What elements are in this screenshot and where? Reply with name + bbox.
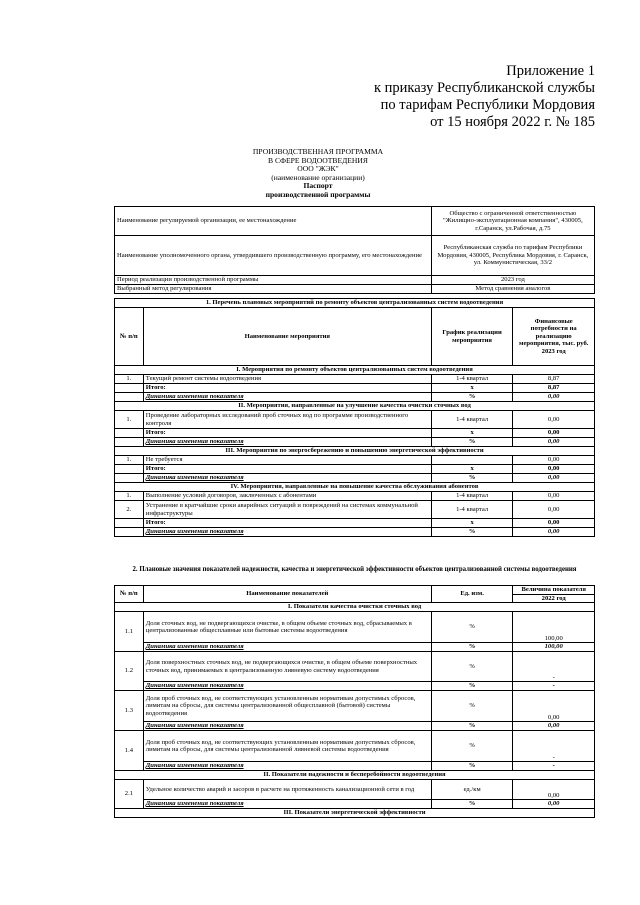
row-num: 2. — [115, 501, 144, 519]
row-num: 1.2 — [115, 652, 144, 691]
passport-row — [115, 207, 595, 236]
dynamics-value: 100,00 — [513, 643, 595, 652]
row-name: Устранение в кратчайшие сроки аварийных ситуаций и повреждений на системах коммунальной инфраструктуры — [143, 501, 431, 519]
dynamics-unit: % — [431, 393, 513, 402]
passport-label: Выбранный метод регулирования — [115, 285, 432, 294]
total-row — [115, 429, 595, 438]
appendix-line-4: от 15 ноября 2022 г. № 185 — [430, 114, 595, 130]
row-schedule: 1-4 квартал — [431, 375, 513, 384]
row-name: Не требуется — [143, 456, 431, 465]
dynamics-label: Динамика изменения показателя — [143, 643, 431, 652]
dynamics-row — [115, 722, 595, 731]
dynamics-unit: % — [431, 682, 513, 691]
row-num: 1.3 — [115, 691, 144, 731]
row-schedule: 1-4 квартал — [431, 411, 513, 429]
passport-table — [114, 206, 595, 294]
dynamics-label: Динамика изменения показателя — [143, 762, 431, 771]
appendix-block — [374, 63, 595, 131]
dynamics-unit: % — [431, 643, 513, 652]
row-unit: % — [431, 612, 513, 643]
dynamics-row — [115, 474, 595, 483]
row-num: 2.1 — [115, 780, 144, 809]
row-value: - — [513, 731, 595, 762]
group-title: I. Показатели качества очистки сточных вод — [115, 603, 595, 612]
row-schedule: 1-4 квартал — [431, 501, 513, 519]
col-finance-header: Финансовые потребности на реализацию мероприятия, тыс. руб. 2023 год — [513, 308, 595, 366]
dynamics-value: 0,00 — [513, 800, 595, 809]
heading-line-4: (наименование организации) — [271, 172, 365, 182]
row-schedule — [431, 456, 513, 465]
dynamics-label: Динамика изменения показателя — [143, 438, 431, 447]
total-row — [115, 465, 595, 474]
passport-value: Общество с ограниченной ответственностью "Жилищно-эксплуатационная компания", 430005, г.Саранск, ул.Рабочая, д.75 — [431, 207, 594, 236]
col-name-header: Наименование показателей — [143, 586, 431, 603]
passport-row — [115, 236, 595, 276]
dynamics-row — [115, 438, 595, 447]
table-row — [115, 731, 595, 762]
appendix-line-2: к приказу Республиканской службы — [373, 80, 595, 96]
table-row — [115, 411, 595, 429]
row-value: 0,00 — [513, 501, 595, 519]
dynamics-value: - — [513, 682, 595, 691]
heading-line-5: Паспорт — [303, 181, 333, 191]
table-row — [115, 691, 595, 722]
row-name: Доля проб сточных вод, не соответствующих установленным нормативам допустимых сбросов, лимитам на сбросы, для системы централизованной ливневой системы водоотведения — [143, 731, 431, 762]
dynamics-row — [115, 682, 595, 691]
col-value-header: Величина показателя — [513, 586, 595, 595]
col-name-header: Наименование мероприятия — [143, 308, 431, 366]
total-mark: х — [431, 465, 513, 474]
dynamics-unit: % — [431, 438, 513, 447]
dynamics-label: Динамика изменения показателя — [143, 800, 431, 809]
passport-label: Период реализации производственной программы — [115, 276, 432, 285]
table-row — [115, 492, 595, 501]
group-title: I. Мероприятия по ремонту объектов централизованных систем водоотведения — [115, 366, 595, 375]
row-name: Выполнение условий договоров, заключенных с абонентами — [143, 492, 431, 501]
row-name: Доля проб сточных вод, не соответствующих установленным нормативам допустимых сбросов, лимитам на сбросы, для системы централизованной общесплавной (бытовой) системы водоотведения — [143, 691, 431, 722]
total-value: 0,00 — [513, 429, 595, 438]
group-title: II. Показатели надежности и бесперебойности водоотведения — [115, 771, 595, 780]
col-unit-header: Ед. изм. — [431, 586, 513, 603]
passport-value: 2023 год — [431, 276, 594, 285]
col-year-header: 2022 год — [513, 594, 595, 603]
dynamics-row — [115, 800, 595, 809]
dynamics-unit: % — [431, 800, 513, 809]
heading-line-2: В СФЕРЕ ВОДООТВЕДЕНИЯ — [268, 155, 368, 165]
group-title: IV. Мероприятия, направленные на повышение качества обслуживания абонентов — [115, 483, 595, 492]
section1-title: 1. Перечень плановых мероприятий по ремонту объектов централизованных систем водоотведения — [115, 299, 595, 308]
row-name: Проведение лабораторных исследований проб сточных вод по программе производственного контроля — [143, 411, 431, 429]
passport-row — [115, 285, 595, 294]
dynamics-row — [115, 762, 595, 771]
col-num-header: № п/п — [115, 308, 144, 366]
table-row — [115, 780, 595, 800]
dynamics-unit: % — [431, 474, 513, 483]
table-row — [115, 501, 595, 519]
row-value: - — [513, 652, 595, 682]
group-title: III. Мероприятия по энергосбережению и повышению энергетической эффективности — [115, 447, 595, 456]
total-value: 0,00 — [513, 519, 595, 528]
row-value: 100,00 — [513, 612, 595, 643]
total-mark: х — [431, 384, 513, 393]
row-schedule: 1-4 квартал — [431, 492, 513, 501]
table-row — [115, 456, 595, 465]
row-unit: % — [431, 731, 513, 762]
table-row — [115, 612, 595, 643]
row-name: Доля поверхностных сточных вод, не подвергающихся очистке, в общем объеме поверхностных сточных вод, принимаемых в централизованную ливневую систему водоотведения — [143, 652, 431, 682]
row-name: Доля сточных вод, не подвергающихся очистке, в общем объеме сточных вод, сбрасываемых в централизованные общесплавные или бытовые системы водоотведения — [143, 612, 431, 643]
row-num: 1. — [115, 375, 144, 384]
row-unit: ед./км — [431, 780, 513, 800]
dynamics-value: 0,00 — [513, 528, 595, 537]
dynamics-value: 0,00 — [513, 474, 595, 483]
passport-label: Наименование уполномоченного органа, утвердившего производственную программу, его местонахождение — [115, 236, 432, 276]
table-row — [115, 652, 595, 682]
passport-value: Республиканская служба по тарифам Республики Мордовия, 430005, Республика Мордовия, г. Саранск, ул. Коммунистическая, 33/2 — [431, 236, 594, 276]
total-label: Итого: — [143, 519, 431, 528]
row-value: 8,87 — [513, 375, 595, 384]
row-num: 1.4 — [115, 731, 144, 771]
row-num: 1.1 — [115, 612, 144, 652]
appendix-line-1: Приложение 1 — [506, 63, 595, 79]
col-num-header: № п/п — [115, 586, 144, 603]
dynamics-label: Динамика изменения показателя — [143, 722, 431, 731]
dynamics-value: 0,00 — [513, 393, 595, 402]
heading-line-6: производственной программы — [265, 189, 371, 199]
dynamics-row — [115, 643, 595, 652]
dynamics-label: Динамика изменения показателя — [143, 682, 431, 691]
group-title: III. Показатели энергетической эффективности — [115, 809, 595, 818]
dynamics-unit: % — [431, 762, 513, 771]
total-mark: х — [431, 519, 513, 528]
dynamics-value: 0,00 — [513, 722, 595, 731]
heading-line-3: ООО "ЖЭК" — [297, 164, 339, 174]
total-row — [115, 519, 595, 528]
row-num: 1. — [115, 411, 144, 429]
group-title: II. Мероприятия, направленные на улучшение качества очистки сточных вод — [115, 402, 595, 411]
indicators-header-row — [115, 586, 595, 595]
dynamics-value: 0,00 — [513, 438, 595, 447]
indicators-table — [114, 585, 595, 818]
table-row — [115, 375, 595, 384]
passport-label: Наименование регулируемой организации, ее местонахождение — [115, 207, 432, 236]
heading-line-1: ПРОИЗВОДСТВЕННАЯ ПРОГРАММА — [252, 147, 384, 156]
program-heading — [118, 148, 518, 200]
dynamics-value: - — [513, 762, 595, 771]
dynamics-unit: % — [431, 528, 513, 537]
total-row — [115, 384, 595, 393]
row-value: 0,00 — [513, 411, 595, 429]
appendix-line-3: по тарифам Республики Мордовия — [380, 97, 595, 113]
dynamics-row — [115, 528, 595, 537]
dynamics-label: Динамика изменения показателя — [143, 528, 431, 537]
row-name: Удельное количество аварий и засоров в расчете на протяженность канализационной сети в год — [143, 780, 431, 800]
measures-table — [114, 298, 595, 537]
col-schedule-header: График реализации мероприятия — [431, 308, 513, 366]
total-value: 8,87 — [513, 384, 595, 393]
row-unit: % — [431, 652, 513, 682]
row-value: 0,00 — [513, 780, 595, 800]
total-label: Итого: — [143, 465, 431, 474]
total-label: Итого: — [143, 429, 431, 438]
dynamics-label: Динамика изменения показателя — [143, 393, 431, 402]
total-value: 0,00 — [513, 465, 595, 474]
row-value: 0,00 — [513, 691, 595, 722]
dynamics-unit: % — [431, 722, 513, 731]
row-unit: % — [431, 691, 513, 722]
section2-title: 2. Плановые значения показателей надежности, качества и энергетической эффективности объектов централизованной системы водоотведения — [132, 566, 577, 573]
row-num: 1. — [115, 492, 144, 501]
row-name: Текущий ремонт системы водоотведения — [143, 375, 431, 384]
passport-value: Метод сравнения аналогов — [431, 285, 594, 294]
row-value: 0,00 — [513, 492, 595, 501]
total-label: Итого: — [143, 384, 431, 393]
measures-header-row — [115, 308, 595, 366]
dynamics-label: Динамика изменения показателя — [143, 474, 431, 483]
row-num: 1. — [115, 456, 144, 465]
total-mark: х — [431, 429, 513, 438]
passport-row — [115, 276, 595, 285]
row-value: 0,00 — [513, 456, 595, 465]
dynamics-row — [115, 393, 595, 402]
